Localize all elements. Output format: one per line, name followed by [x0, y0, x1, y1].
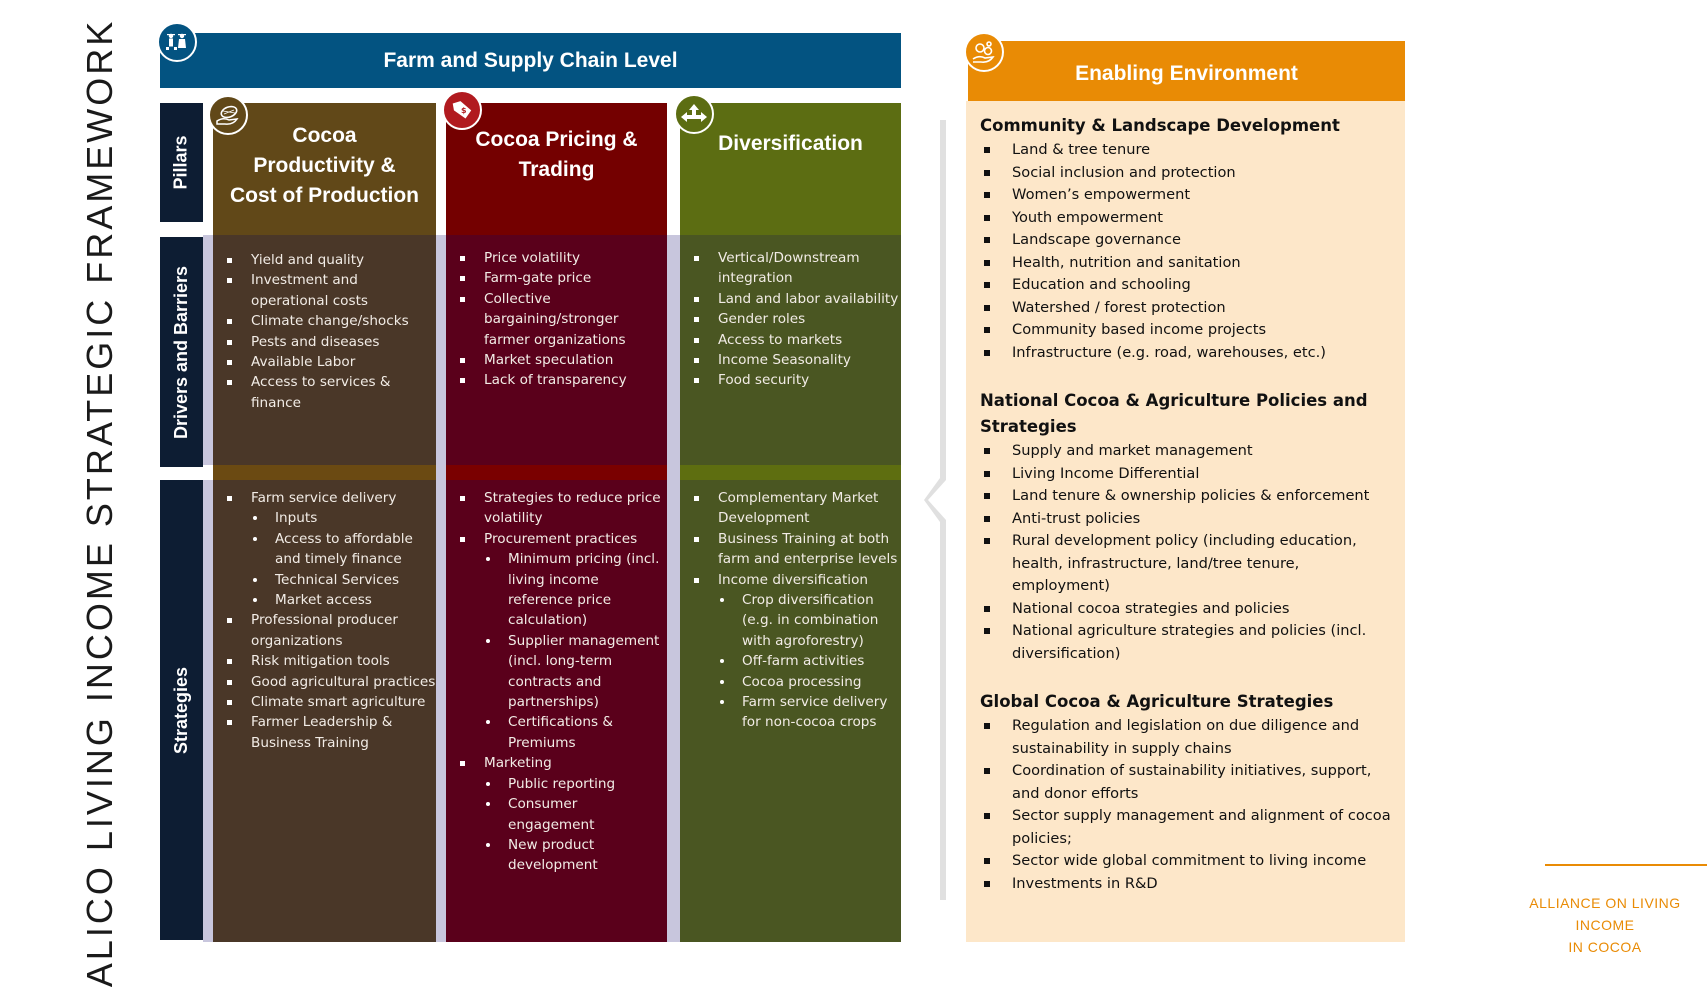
enabling-item: National cocoa strategies and policies	[980, 598, 1391, 621]
pillar-diversification	[680, 103, 901, 236]
bracket-connector	[924, 120, 948, 900]
farmers-icon	[157, 22, 197, 62]
drivers-cell-productivity	[213, 235, 436, 465]
enabling-item: Land tenure & ownership policies & enforcement	[980, 485, 1391, 508]
enabling-item: Landscape governance	[980, 229, 1391, 252]
enabling-item: Women’s empowerment	[980, 184, 1391, 207]
section-band	[680, 465, 901, 480]
row-label-strategies-text: Strategies	[171, 666, 192, 754]
strategy-item: Business Training at both farm and enterprise levels	[680, 529, 901, 570]
driver-item: Income Seasonality	[680, 350, 901, 370]
strategy-subitem: Farm service delivery for non-cocoa crops	[680, 692, 901, 733]
strategy-subitem: Certifications & Premiums	[446, 712, 667, 753]
strategy-subitem: Consumer engagement	[446, 794, 667, 835]
driver-item: Land and labor availability	[680, 289, 901, 309]
drivers-cell-diversification	[680, 235, 901, 465]
driver-item: Investment and operational costs	[213, 270, 436, 311]
pillar-cocoa-pricing	[446, 103, 667, 236]
strategy-item: Farmer Leadership & Business Training	[213, 712, 436, 753]
strategy-subitem: Cocoa processing	[680, 672, 901, 692]
row-label-drivers-text: Drivers and Barriers	[171, 265, 191, 439]
strategy-item: Professional producer organizations	[213, 610, 436, 651]
framework-title-text: ALICO LIVING INCOME STRATEGIC FRAMEWORK	[79, 18, 121, 987]
enabling-item: Infrastructure (e.g. road, warehouses, etc.)	[980, 342, 1391, 365]
enabling-item: Watershed / forest protection	[980, 297, 1391, 320]
driver-item: Access to markets	[680, 330, 901, 350]
enabling-section-national	[980, 388, 1391, 665]
enabling-item: Sector wide global commitment to living income	[980, 850, 1391, 873]
logo-line-2: IN COCOA	[1568, 939, 1642, 955]
strategy-subitem: Access to affordable and timely finance	[213, 529, 436, 570]
svg-text:$: $	[461, 106, 467, 115]
strategy-subitem: Supplier management (incl. long-term contracts and partnerships)	[446, 631, 667, 713]
enabling-item: Anti-trust policies	[980, 508, 1391, 531]
strategy-item: Income diversification	[680, 570, 901, 590]
row-label-drivers	[160, 237, 203, 467]
pillar-title-line: Trading	[518, 158, 595, 181]
section-heading: Community & Landscape Development	[980, 116, 1340, 135]
strategy-subitem: Crop diversification (e.g. in combination with agroforestry)	[680, 590, 901, 651]
section-band	[213, 465, 436, 480]
row-label-pillars-text: Pillars	[171, 135, 192, 190]
pillar-title-line: Diversification	[718, 132, 863, 155]
enabling-item: Coordination of sustainability initiatives, support, and donor efforts	[980, 760, 1391, 805]
pillar-title-line: Cocoa Pricing &	[475, 128, 638, 151]
driver-item: Climate change/shocks	[213, 311, 436, 331]
driver-item: Pests and diseases	[213, 332, 436, 352]
strategy-item: Strategies to reduce price volatility	[446, 488, 667, 529]
driver-item: Lack of transparency	[446, 370, 667, 390]
driver-item: Market speculation	[446, 350, 667, 370]
driver-item: Food security	[680, 370, 901, 390]
enabling-item: Sector supply management and alignment of cocoa policies;	[980, 805, 1391, 850]
enabling-item: Investments in R&D	[980, 873, 1391, 896]
row-label-strategies	[160, 480, 203, 940]
farm-supply-chain-header	[160, 33, 901, 88]
enabling-item: Regulation and legislation on due diligence and sustainability in supply chains	[980, 715, 1391, 760]
logo-rule	[1545, 864, 1707, 866]
strategies-cell-diversification	[680, 480, 901, 942]
column-divider	[667, 235, 680, 942]
driver-item: Price volatility	[446, 248, 667, 268]
enabling-item: Land & tree tenure	[980, 139, 1391, 162]
row-divider	[203, 235, 213, 465]
strategy-subitem: Public reporting	[446, 774, 667, 794]
strategy-subitem: Inputs	[213, 508, 436, 528]
strategy-item: Climate smart agriculture	[213, 692, 436, 712]
column-divider	[436, 235, 446, 942]
logo-line-1: ALLIANCE ON LIVING INCOME	[1529, 895, 1681, 933]
strategy-subitem: Technical Services	[213, 570, 436, 590]
enabling-item: Community based income projects	[980, 319, 1391, 342]
driver-item: Access to services & finance	[213, 372, 436, 413]
strategy-subitem: Off-farm activities	[680, 651, 901, 671]
enabling-item: Education and schooling	[980, 274, 1391, 297]
strategies-cell-pricing	[446, 480, 667, 942]
enabling-item: Youth empowerment	[980, 207, 1391, 230]
enabling-item: Living Income Differential	[980, 463, 1391, 486]
driver-item: Available Labor	[213, 352, 436, 372]
strategy-item: Risk mitigation tools	[213, 651, 436, 671]
price-tag-icon	[442, 90, 482, 130]
framework-title	[72, 18, 128, 987]
strategy-item: Complementary Market Development	[680, 488, 901, 529]
farm-supply-chain-title: Farm and Supply Chain Level	[383, 48, 678, 72]
pillar-title-line: Cost of Production	[230, 184, 419, 207]
pillar-cocoa-productivity	[213, 103, 436, 236]
diverging-arrows-icon	[674, 94, 714, 134]
gears-hand-icon	[964, 32, 1004, 72]
strategy-subitem: Minimum pricing (incl. living income reference price calculation)	[446, 549, 667, 631]
drivers-cell-pricing	[446, 235, 667, 465]
driver-item: Yield and quality	[213, 250, 436, 270]
driver-item: Farm-gate price	[446, 268, 667, 288]
cocoa-pod-hand-icon	[208, 95, 248, 135]
enabling-item: Supply and market management	[980, 440, 1391, 463]
pillar-title-line: Cocoa	[292, 124, 357, 147]
section-band	[446, 465, 667, 480]
strategy-item: Farm service delivery	[213, 488, 436, 508]
driver-item: Vertical/Downstream integration	[680, 248, 901, 289]
enabling-section-global	[980, 689, 1391, 895]
enabling-section-community	[980, 113, 1391, 364]
enabling-environment-body	[966, 101, 1405, 942]
enabling-item: Social inclusion and protection	[980, 162, 1391, 185]
driver-item: Collective bargaining/stronger farmer organizations	[446, 289, 667, 350]
row-label-pillars	[160, 103, 203, 222]
section-heading: Global Cocoa & Agriculture Strategies	[980, 692, 1334, 711]
driver-item: Gender roles	[680, 309, 901, 329]
strategy-subitem: New product development	[446, 835, 667, 876]
enabling-environment-title: Enabling Environment	[1075, 62, 1298, 85]
enabling-item: Rural development policy (including education, health, infrastructure, land/tree tenure, employment)	[980, 530, 1391, 598]
enabling-environment-header	[968, 41, 1405, 101]
strategy-item: Good agricultural practices	[213, 672, 436, 692]
strategies-cell-productivity	[213, 480, 436, 942]
enabling-item: Health, nutrition and sanitation	[980, 252, 1391, 275]
strategy-item: Marketing	[446, 753, 667, 773]
pillar-title-line: Productivity &	[253, 154, 396, 177]
alico-logo	[1500, 892, 1707, 958]
strategy-item: Procurement practices	[446, 529, 667, 549]
row-divider	[203, 480, 213, 942]
enabling-item: National agriculture strategies and policies (incl. diversification)	[980, 620, 1391, 665]
section-heading: National Cocoa & Agriculture Policies and Strategies	[980, 391, 1368, 436]
strategy-subitem: Market access	[213, 590, 436, 610]
